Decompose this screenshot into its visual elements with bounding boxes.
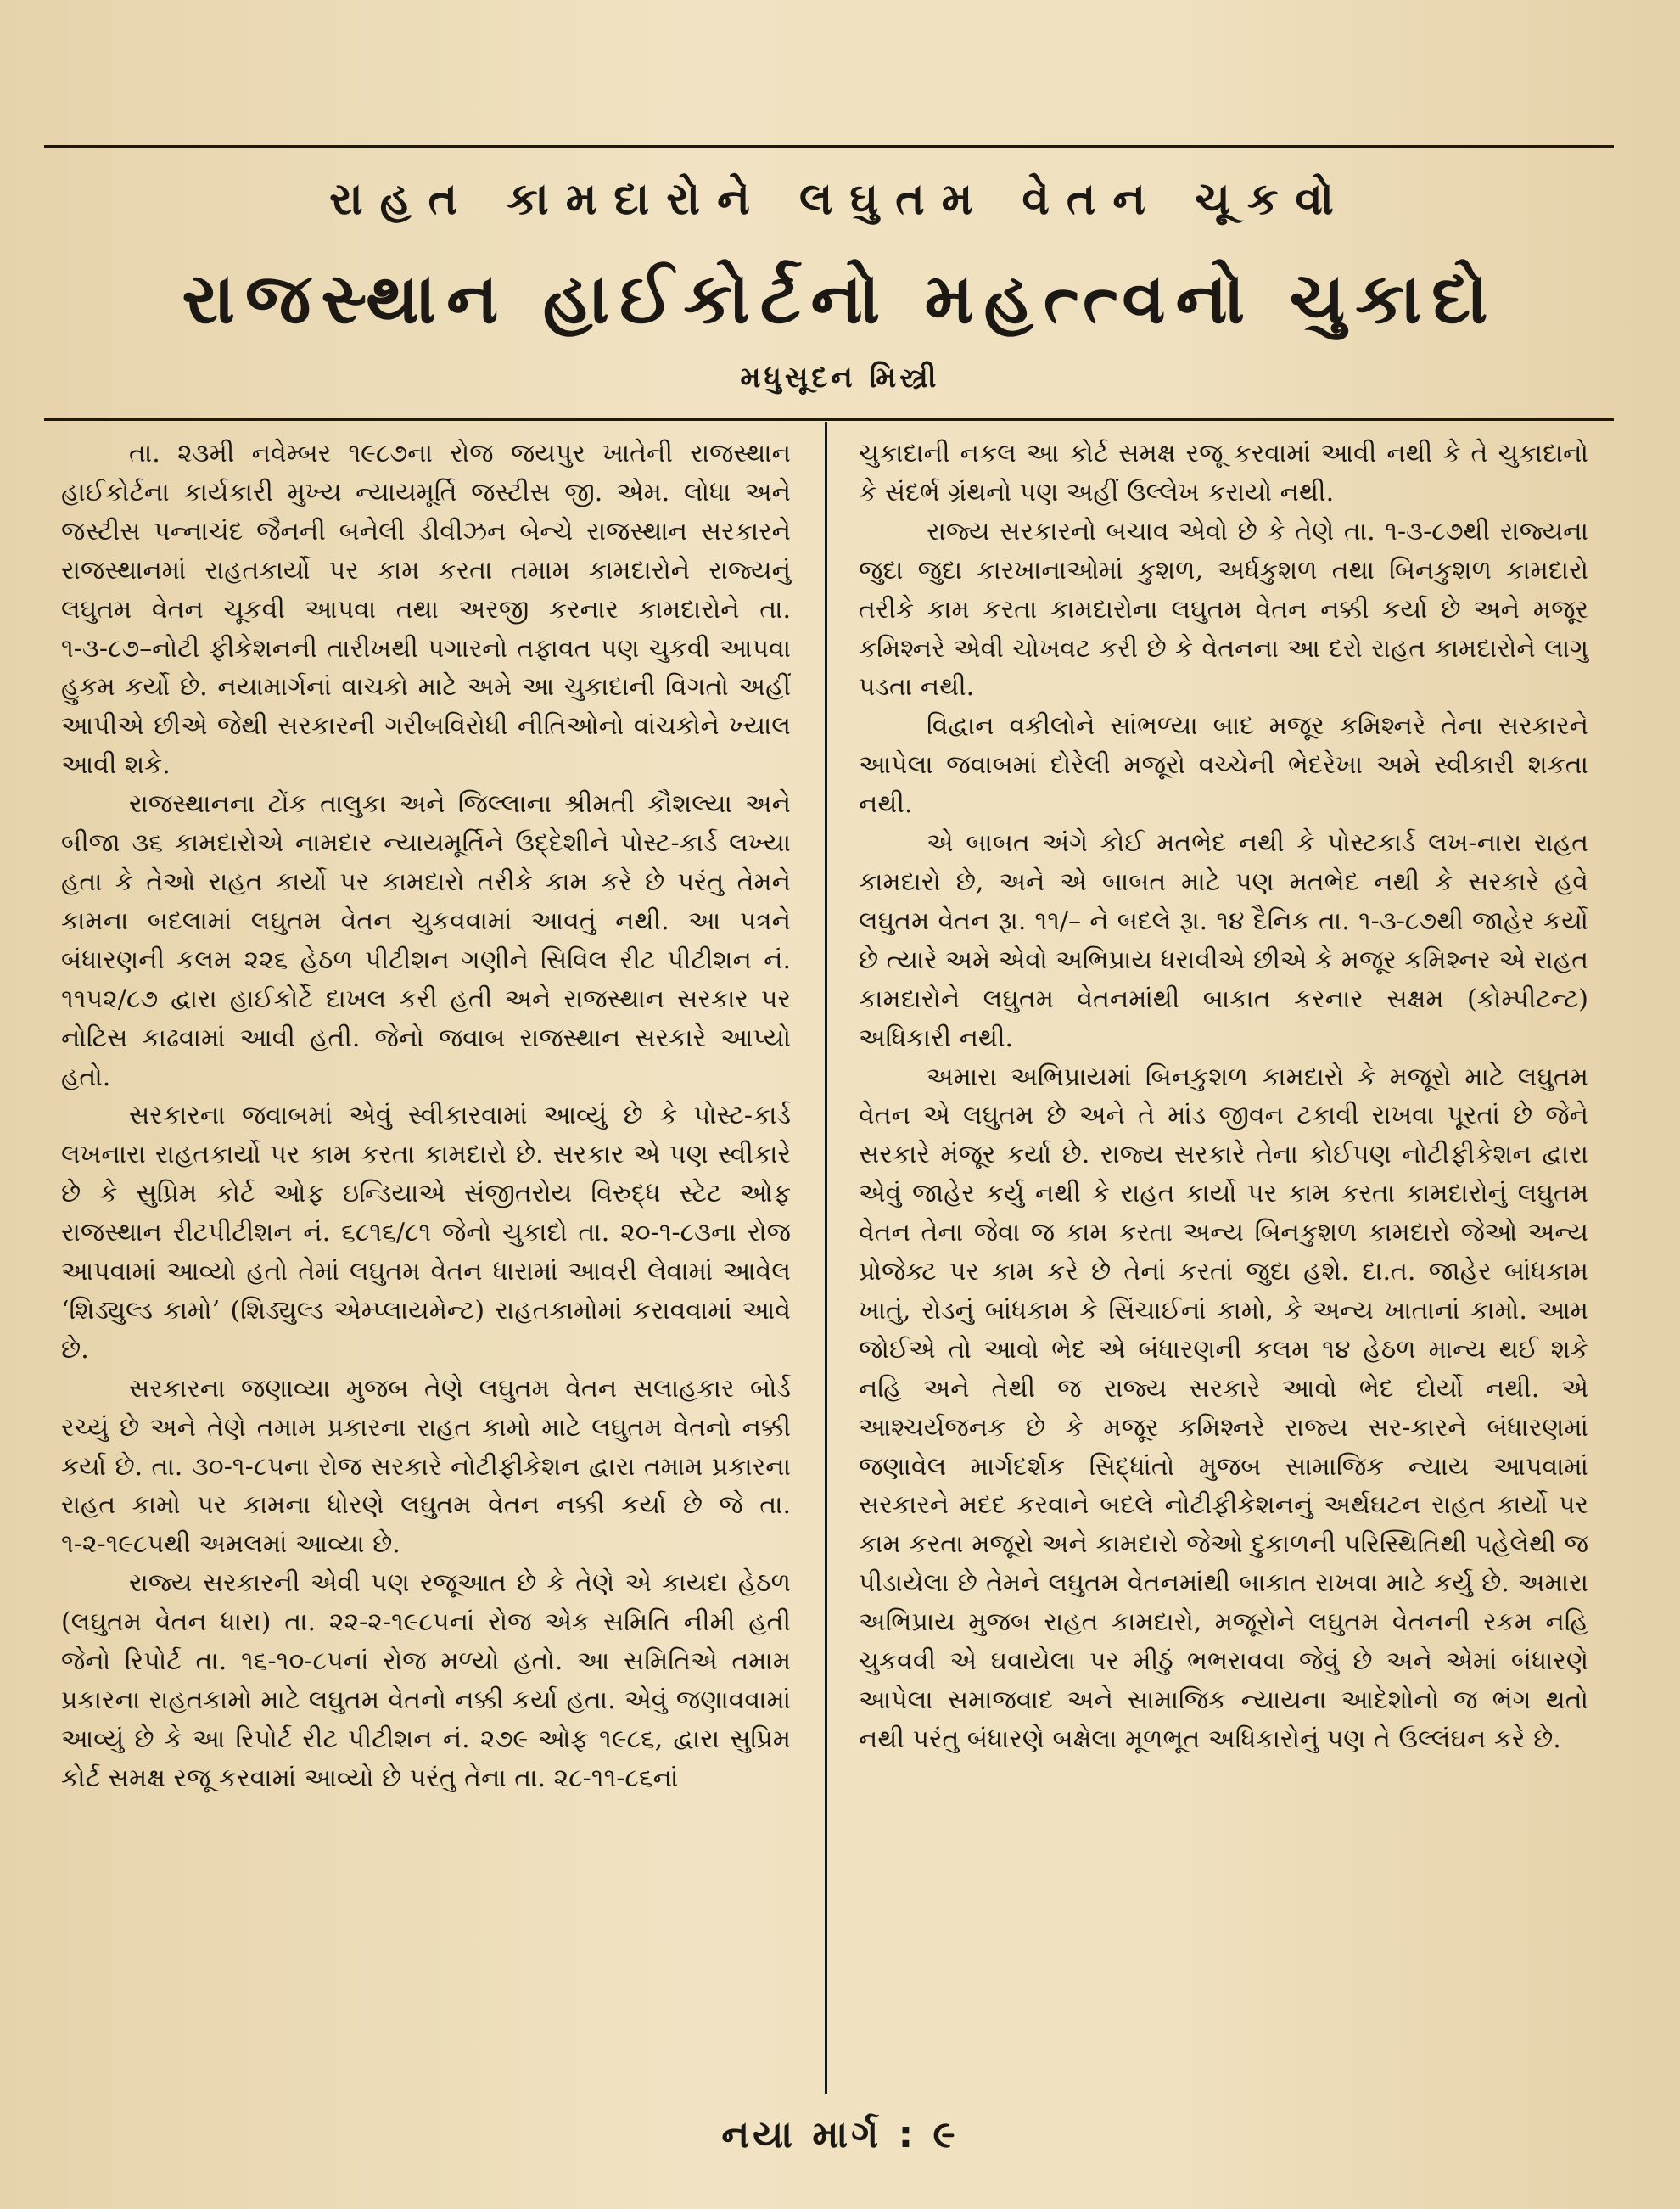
header-rule: [44, 418, 1614, 421]
article-headline: રાજસ્થાન હાઈકોર્ટનો મહત્ત્વનો ચુકાદો: [182, 259, 1498, 339]
page-footer: નયા માર્ગ : ૯: [721, 2113, 959, 2156]
paragraph: અમારા અભિપ્રાયમાં બિનકુશળ કામદારો કે મજૂરો માટે લઘુતમ વેતન એ લઘુતમ છે અને તે માંડ જીવન ટકાવી રાખવા પૂરતાં છે જેને સરકારે મંજૂર કર્યા છે. રાજ્ય સરકારે તેના કોઈપણ નોટીફીકેશન દ્વારા એવું જાહેર કર્યુ નથી કે રાહત કાર્યો પર કામ કરતા કામદારોનું લઘુતમ વેતન તેના જેવા જ કામ કરતા અન્ય બિનકુશળ કામદારો જેઓ અન્ય પ્રોજેક્ટ પર કામ કરે છે તેનાં કરતાં જુદા હશે. દા.ત. જાહેર બાંધકામ ખાતું, રોડનું બાંધકામ કે સિંચાઈનાં કામો, કે અન્ય ખાતાનાં કામો. આમ જોઈએ તો આવો ભેદ એ બંધારણની કલમ ૧૪ હેઠળ માન્ય થઈ શકે નહિ અને તેથી જ રાજ્ય સરકારે આવો ભેદ દોર્યો નથી. એ આશ્ચર્યજનક છે કે મજૂર કમિશ્નરે રાજ્ય સર-કારને બંધારણમાં જણાવેલ માર્ગદર્શક સિદ્ધાંતો મુજબ સામાજિક ન્યાય આપવામાં સરકારને મદદ કરવાને બદલે નોટીફીકેશનનું અર્થઘટન રાહત કાર્યો પર કામ કરતા મજૂરો અને કામદારો જેઓ દુકાળની પરિસ્થિતિથી પહેલેથી જ પીડાયેલા છે તેમને લઘુતમ વેતનમાંથી બાકાત રાખવા માટે કર્યુ છે. અમારા અભિપ્રાય મુજબ રાહત કામદારો, મજૂરોને લઘુતમ વેતનની રકમ નહિ ચુકવવી એ ઘવાયેલા પર મીઠું ભભરાવવા જેવું છે અને એમાં બંધારણે આપેલા સમાજવાદ અને સામાજિક ન્યાયના આદેશોનો જ ભંગ થતો નથી પરંતુ બંધારણે બક્ષેલા મૂળભૂત અધિકારોનું પણ તે ઉલ્લંઘન કરે છે.: [859, 1062, 1588, 1754]
paragraph: તા. ૨૩મી નવેમ્બર ૧૯૮૭ના રોજ જયપુર ખાતેની રાજસ્થાન હાઈકોર્ટના કાર્યકારી મુખ્ય ન્યાયમૂર્તિ જસ્ટીસ જી. એમ. લોધા અને જસ્ટીસ પન્નાચંદ જૈનની બનેલી ડીવીઝન બેન્ચે રાજસ્થાન સરકારને રાજસ્થાનમાં રાહતકાર્યો પર કામ કરતા તમામ કામદારોને રાજ્યનું લઘુતમ વેતન ચૂકવી આપવા તથા અરજી કરનાર કામદારોને તા. ૧-૩-૮૭–નોટી ફીકેશનની તારીખથી પગારનો તફાવત પણ ચુકવી આપવા હુકમ કર્યો છે. નયામાર્ગનાં વાચકો માટે અમે આ ચુકાદાની વિગતો અહીં આપીએ છીએ જેથી સરકારની ગરીબવિરોધી નીતિઓનો વાંચકોને ખ્યાલ આવી શકે.: [61, 439, 791, 781]
paragraph: રાજસ્થાનના ટોંક તાલુકા અને જિલ્લાના શ્રીમતી કૌશલ્યા અને બીજા ૩૬ કામદારોએ નામદાર ન્યાયમૂર્તિને ઉદ્દેશીને પોસ્ટ-કાર્ડ લખ્યા હતા કે તેઓ રાહત કાર્યો પર કામદારો તરીકે કામ કરે છે પરંતુ તેમને કામના બદલામાં લઘુતમ વેતન ચુકવવામાં આવતું નથી. આ પત્રને બંધારણની કલમ ૨૨૬ હેઠળ પીટીશન ગણીને સિવિલ રીટ પીટીશન નં. ૧૧૫૨/૮૭ દ્વારા હાઈકોર્ટે દાખલ કરી હતી અને રાજસ્થાન સરકાર પર નોટિસ કાઢવામાં આવી હતી. જેનો જવાબ રાજસ્થાન સરકારે આપ્યો હતો.: [61, 789, 791, 1092]
paragraph: ચુકાદાની નકલ આ કોર્ટ સમક્ષ રજૂ કરવામાં આવી નથી કે તે ચુકાદાનો કે સંદર્ભ ગ્રંથનો પણ અહીં ઉલ્લેખ કરાયો નથી.: [859, 439, 1588, 507]
paragraph: સરકારના જણાવ્યા મુજબ તેણે લઘુતમ વેતન સલાહકાર બોર્ડ રચ્યું છે અને તેણે તમામ પ્રકારના રાહત કામો માટે લઘુતમ વેતનો નક્કી કર્યા છે. તા. ૩૦-૧-૮૫ના રોજ સરકારે નોટીફીકેશન દ્વારા તમામ પ્રકારના રાહત કામો પર કામના ધોરણે લઘુતમ વેતન નક્કી કર્યા છે જે તા. ૧-૨-૧૯૮૫થી અમલમાં આવ્યા છે.: [61, 1373, 791, 1560]
column-divider: [825, 422, 827, 2094]
left-column: [61, 435, 791, 1798]
top-rule: [44, 145, 1614, 148]
paragraph: વિદ્વાન વકીલોને સાંભળ્યા બાદ મજૂર કમિશ્નરે તેના સરકારને આપેલા જવાબમાં દોરેલી મજૂરો વચ્ચેની ભેદરેખા અમે સ્વીકારી શકતા નથી.: [859, 711, 1588, 820]
article-kicker: રાહત કામદારોને લઘુતમ વેતન ચૂકવો: [329, 174, 1351, 225]
paragraph: રાજ્ય સરકારની એવી પણ રજૂઆત છે કે તેણે એ કાયદા હેઠળ (લઘુતમ વેતન ધારા) તા. ૨૨-૨-૧૯૮૫નાં રોજ એક સમિતિ નીમી હતી જેનો રિપોર્ટ તા. ૧૬-૧૦-૮૫નાં રોજ મળ્યો હતો. આ સમિતિએ તમામ પ્રકારના રાહતકામો માટે લઘુતમ વેતનો નક્કી કર્યા હતા. એવું જણાવવામાં આવ્યું છે કે આ રિપોર્ટ રીટ પીટીશન નં. ૨૭૯ ઓફ ૧૯૮૬, દ્વારા સુપ્રિમ કોર્ટ સમક્ષ રજૂ કરવામાં આવ્યો છે પરંતુ તેના તા. ૨૮-૧૧-૮૬નાં: [61, 1568, 792, 1793]
article-byline: મધુસૂદન મિસ્ત્રી: [740, 361, 940, 395]
paragraph: સરકારના જવાબમાં એવું સ્વીકારવામાં આવ્યું છે કે પોસ્ટ-કાર્ડ લખનારા રાહતકાર્યો પર કામ કરતા કામદારો છે. સરકાર એ પણ સ્વીકારે છે કે સુપ્રિમ કોર્ટ ઓફ ઇન્ડિયાએ સંજીતરોય વિરુદ્ધ સ્ટેટ ઓફ રાજસ્થાન રીટપીટીશન નં. ૬૮૧૬/૮૧ જેનો ચુકાદો તા. ૨૦-૧-૮૩ના રોજ આપવામાં આવ્યો હતો તેમાં લઘુતમ વેતન ધારામાં આવરી લેવામાં આવેલ ‘શિડ્યુલ્ડ કામો’ (શિડ્યુલ્ડ એમ્પ્લાયમેન્ટ) રાહતકામોમાં કરાવવામાં આવે છે.: [61, 1101, 791, 1365]
paragraph: એ બાબત અંગે કોઈ મતભેદ નથી કે પોસ્ટકાર્ડ લખ-નારા રાહત કામદારો છે, અને એ બાબત માટે પણ મતભેદ નથી કે સરકારે હવે લઘુતમ વેતન રૂા. ૧૧/– ને બદલે રૂા. ૧૪ દૈનિક તા. ૧-૩-૮૭થી જાહેર કર્યો છે ત્યારે અમે એવો અભિપ્રાય ધરાવીએ છીએ કે મજૂર કમિશ્નર એ રાહત કામદારોને લઘુતમ વેતનમાંથી બાકાત કરનાર સક્ષમ (કોમ્પીટન્ટ) અધિકારી નથી.: [859, 828, 1588, 1053]
paragraph: રાજ્ય સરકારનો બચાવ એવો છે કે તેણે તા. ૧-૩-૮૭થી રાજ્યના જુદા જુદા કારખાનાઓમાં કુશળ, અર્ધકુશળ તથા બિનકુશળ કામદારો તરીકે કામ કરતા કામદારોના લઘુતમ વેતન નક્કી કર્યા છે અને મજૂર કમિશ્નરે એવી ચોખવટ કરી છે કે વેતનના આ દરો રાહત કામદારોને લાગુ પડતા નથી.: [859, 516, 1588, 703]
right-column: [859, 435, 1588, 1759]
